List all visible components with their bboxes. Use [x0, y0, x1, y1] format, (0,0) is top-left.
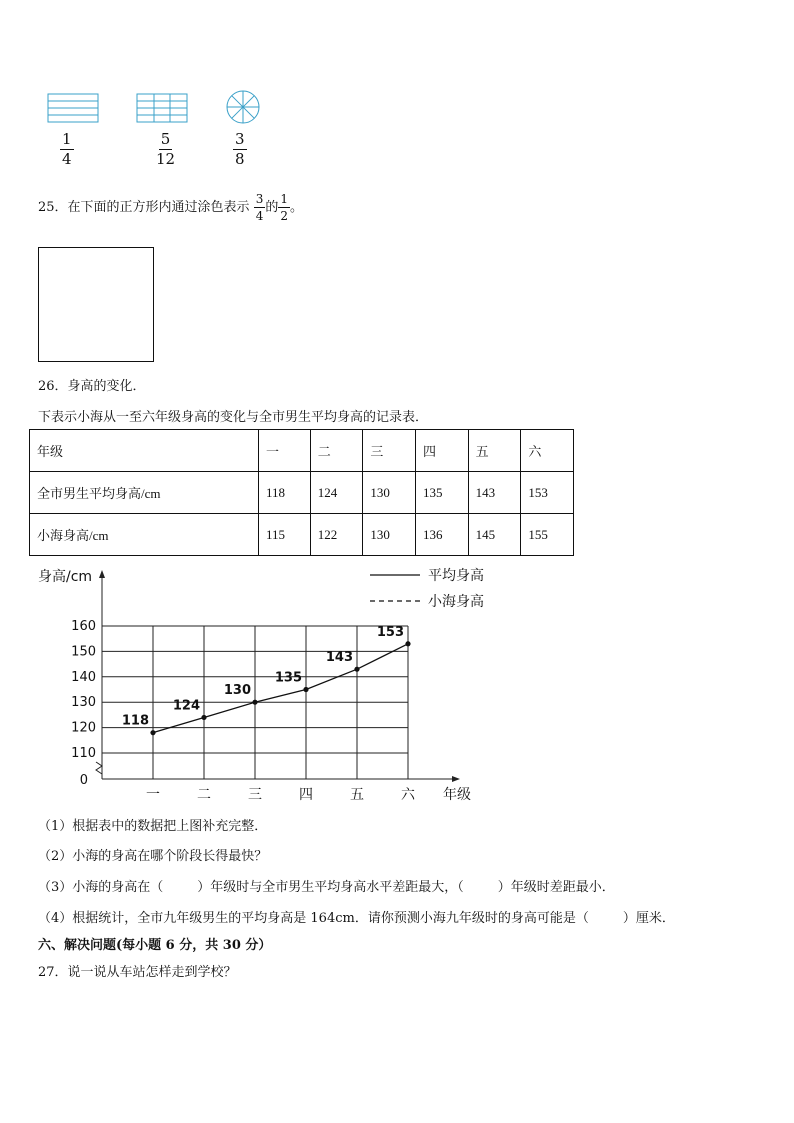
fraction-shapes: [40, 88, 280, 128]
y-tick-label: 130: [71, 695, 96, 711]
table-row-label: 小海身高/cm: [30, 514, 259, 556]
question-26-sub1: （1）根据表中的数据把上图补充完整．: [38, 819, 268, 834]
table-cell: 143: [468, 472, 521, 514]
chart-series: [122, 625, 411, 735]
table-cell: 130: [363, 472, 416, 514]
y-zero-label: 0: [79, 773, 88, 788]
y-axis-title: 身高/cm: [38, 569, 93, 585]
question-25: 25．在下面的正方形内通过涂色表示 $\frac{3}{4}$ 的 $\frac{1}{2}$ 。: [38, 192, 304, 223]
data-point: [201, 715, 206, 720]
x-tick-label: 四: [299, 787, 313, 803]
data-label: 130: [223, 683, 251, 699]
section-6-heading: 六、解决问题(每小题 6 分，共 30 分）: [38, 938, 272, 953]
rect-quarters-figure: [48, 94, 98, 122]
y-axis-arrow: [99, 570, 105, 578]
table-cell: 115: [259, 514, 311, 556]
table-row: [30, 514, 574, 556]
table-header-row: [30, 430, 574, 472]
y-tick-label: 120: [71, 720, 96, 736]
x-tick-label: 二: [197, 787, 211, 803]
circle-eighths-figure: [227, 91, 259, 123]
fraction-label-1: $\frac{1}{4}$: [62, 130, 72, 168]
x-tick-label: 三: [248, 787, 262, 803]
question-26-sub4: （4）根据统计，全市九年级男生的平均身高是 164cm．请你预测小海九年级时的身高可能是（ ）厘米．: [38, 911, 675, 926]
data-point: [252, 700, 257, 705]
x-axis-title: 年级: [443, 787, 471, 803]
table-header-cell: 年级: [30, 430, 259, 472]
table-header-cell: 三: [363, 430, 416, 472]
data-point: [405, 641, 410, 646]
table-header-cell: 四: [416, 430, 469, 472]
chart-legend: [370, 567, 484, 610]
data-label: 153: [376, 624, 404, 640]
table-cell: 136: [416, 514, 469, 556]
axis-break-mark: [96, 762, 102, 774]
table-cell: 155: [521, 514, 574, 556]
table-header-cell: 一: [259, 430, 311, 472]
height-record-table: [29, 429, 574, 556]
table-row-label: 全市男生平均身高/cm: [30, 472, 259, 514]
y-tick-label: 140: [71, 669, 96, 685]
data-point: [354, 667, 359, 672]
data-point: [303, 687, 308, 692]
rect-twelfths-figure: [137, 94, 187, 122]
table-cell: 153: [521, 472, 574, 514]
x-axis-arrow: [452, 776, 460, 782]
data-point: [150, 730, 155, 735]
q25-fraction-1: $\frac{3}{4}$: [255, 192, 264, 223]
fraction-figures: [40, 88, 280, 173]
table-header-cell: 六: [521, 430, 574, 472]
x-tick-label: 一: [146, 787, 160, 803]
question-26-sub2: （2）小海的身高在哪个阶段长得最快？: [38, 849, 268, 864]
table-cell: 124: [310, 472, 363, 514]
data-label: 143: [325, 650, 353, 666]
series-line: [153, 644, 408, 733]
y-tick-label: 150: [71, 644, 96, 660]
q25-fraction-2: $\frac{1}{2}$: [280, 192, 288, 223]
table-cell: 122: [310, 514, 363, 556]
data-label: 124: [172, 698, 200, 714]
fraction-label-2: $\frac{5}{12}$: [156, 130, 176, 168]
question-26-sub3: （3）小海的身高在（ ）年级时与全市男生平均身高水平差距最大，（ ）年级时差距最小．: [38, 880, 615, 895]
data-label: 118: [121, 713, 149, 729]
question-26-title: 26．身高的变化．: [38, 379, 146, 394]
legend-label: 平均身高: [428, 568, 484, 584]
table-header-cell: 二: [310, 430, 363, 472]
legend-label: 小海身高: [428, 594, 484, 610]
y-tick-label: 110: [71, 746, 96, 761]
question-26-intro: 下表示小海从一至六年级身高的变化与全市男生平均身高的记录表．: [38, 410, 429, 425]
y-tick-label: 160: [71, 619, 96, 634]
x-tick-label: 五: [350, 787, 364, 803]
fraction-label-3: $\frac{3}{8}$: [235, 130, 245, 168]
x-tick-label: 六: [401, 787, 415, 803]
table-cell: 130: [363, 514, 416, 556]
data-label: 135: [274, 670, 302, 686]
table-cell: 135: [416, 472, 469, 514]
height-line-chart: [30, 560, 500, 808]
table-cell: 145: [468, 514, 521, 556]
shading-square[interactable]: [38, 247, 154, 362]
table-cell: 118: [259, 472, 311, 514]
table-header-cell: 五: [468, 430, 521, 472]
table-row: [30, 472, 574, 514]
question-27: 27．说一说从车站怎样走到学校？: [38, 965, 237, 980]
